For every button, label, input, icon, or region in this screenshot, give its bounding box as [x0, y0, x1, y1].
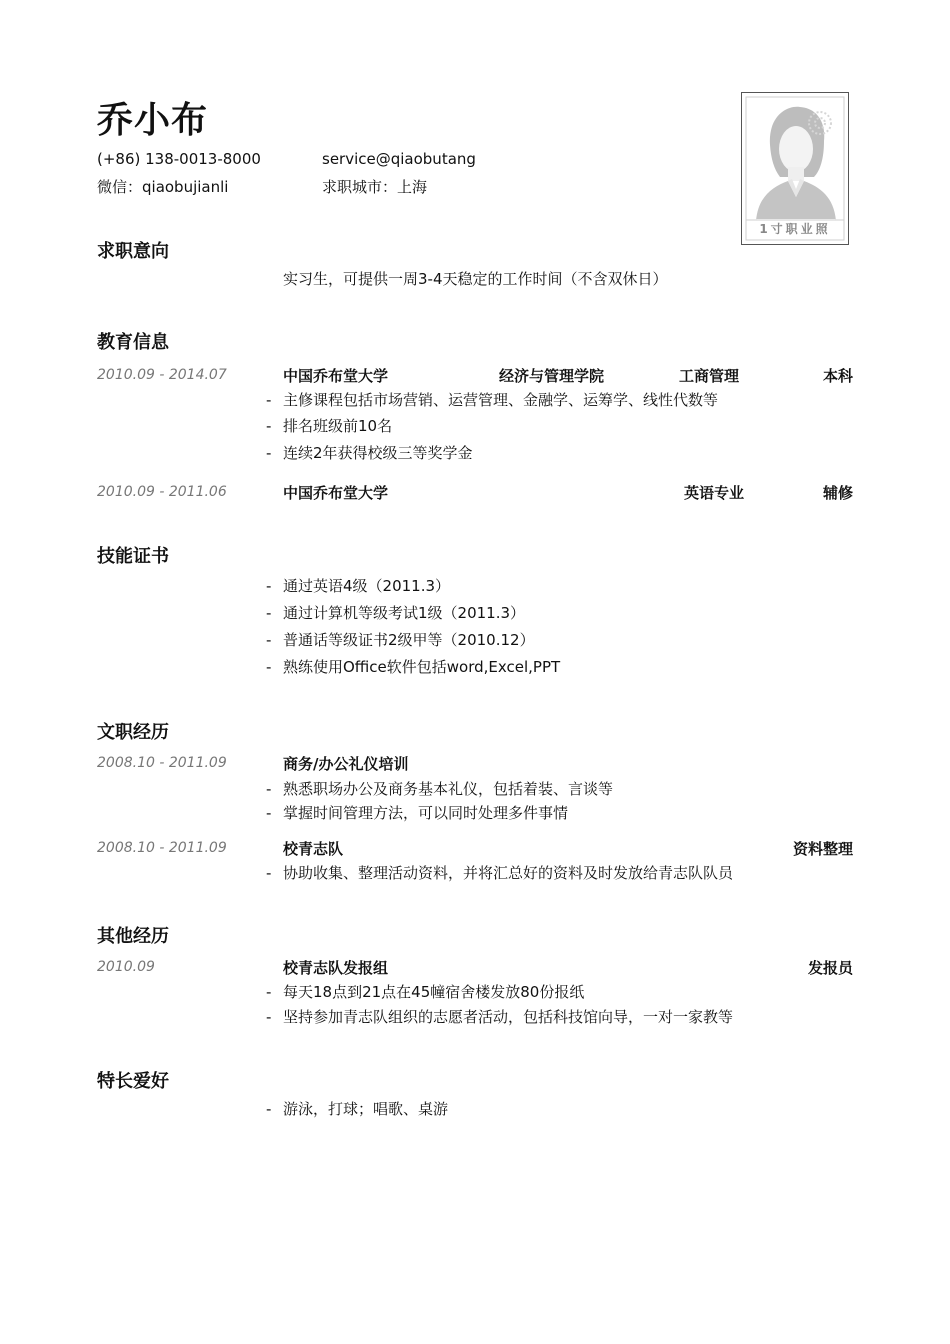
- school-name: 中国乔布堂大学: [283, 484, 389, 502]
- job-city: 求职城市：上海: [322, 178, 428, 196]
- education-date: 2010.09 - 2011.06: [97, 484, 227, 500]
- role-name: 发报员: [807, 959, 853, 977]
- work-bullets: [266, 779, 866, 823]
- section-title-education: 教育信息: [97, 332, 169, 353]
- work-date: 2008.10 - 2011.09: [97, 755, 227, 771]
- section-title-other: 其他经历: [97, 926, 169, 947]
- other-bullets: [266, 982, 866, 1027]
- list-item: - 连续2年获得校级三等奖学金: [266, 444, 473, 462]
- photo-caption: 1寸职业照: [759, 222, 831, 236]
- section-title-work: 文职经历: [97, 722, 169, 743]
- college-name: 经济与管理学院: [499, 367, 605, 385]
- education-date: 2010.09 - 2014.07: [97, 367, 227, 383]
- degree-type: 本科: [822, 367, 853, 385]
- email-address: service@qiaobutang: [322, 150, 476, 168]
- wechat-id: 微信：qiaobujianli: [97, 178, 229, 196]
- list-item: - 通过计算机等级考试1级（2011.3）: [266, 604, 526, 622]
- list-item: - 熟练使用Office软件包括word,Excel,PPT: [266, 658, 561, 676]
- organization-name: 校青志队: [283, 840, 344, 858]
- list-item: - 坚持参加青志队组织的志愿者活动，包括科技馆向导，一对一家教等: [266, 1008, 734, 1026]
- skills-bullets: [266, 576, 866, 677]
- major-name: 工商管理: [679, 367, 740, 385]
- list-item: - 协助收集、整理活动资料，并将汇总好的资料及时发放给青志队队员: [266, 864, 734, 882]
- list-item: - 掌握时间管理方法，可以同时处理多件事情: [266, 804, 569, 822]
- work-date: 2008.10 - 2011.09: [97, 840, 227, 856]
- list-item: - 排名班级前10名: [266, 417, 393, 435]
- list-item: - 每天18点到21点在45幢宿舍楼发放80份报纸: [266, 983, 585, 1001]
- other-date: 2010.09: [97, 959, 155, 975]
- section-title-skills: 技能证书: [97, 546, 169, 567]
- phone-number: (+86) 138-0013-8000: [97, 150, 261, 168]
- list-item: - 熟悉职场办公及商务基本礼仪，包括着装、言谈等: [266, 780, 614, 798]
- candidate-name: 乔小布: [97, 100, 209, 141]
- list-item: - 主修课程包括市场营销、运营管理、金融学、运筹学、线性代数等: [266, 391, 719, 409]
- school-name: 中国乔布堂大学: [283, 367, 389, 385]
- degree-type: 辅修: [822, 484, 853, 502]
- section-title-hobbies: 特长爱好: [97, 1071, 169, 1092]
- major-name: 英语专业: [684, 484, 745, 502]
- organization-name: 商务/办公礼仪培训: [283, 755, 409, 773]
- intent-text: 实习生，可提供一周3-4天稳定的工作时间（不含双休日）: [283, 270, 668, 288]
- education-bullets: [266, 390, 866, 463]
- hobbies-bullets: [266, 1099, 866, 1119]
- role-name: 资料整理: [792, 840, 853, 858]
- list-item: - 普通话等级证书2级甲等（2010.12）: [266, 631, 535, 649]
- list-item: - 游泳，打球；唱歌、桌游: [266, 1100, 449, 1118]
- list-item: - 通过英语4级（2011.3）: [266, 577, 451, 595]
- section-title-intent: 求职意向: [97, 241, 169, 262]
- organization-name: 校青志队发报组: [283, 959, 389, 977]
- work-bullets: [266, 863, 866, 883]
